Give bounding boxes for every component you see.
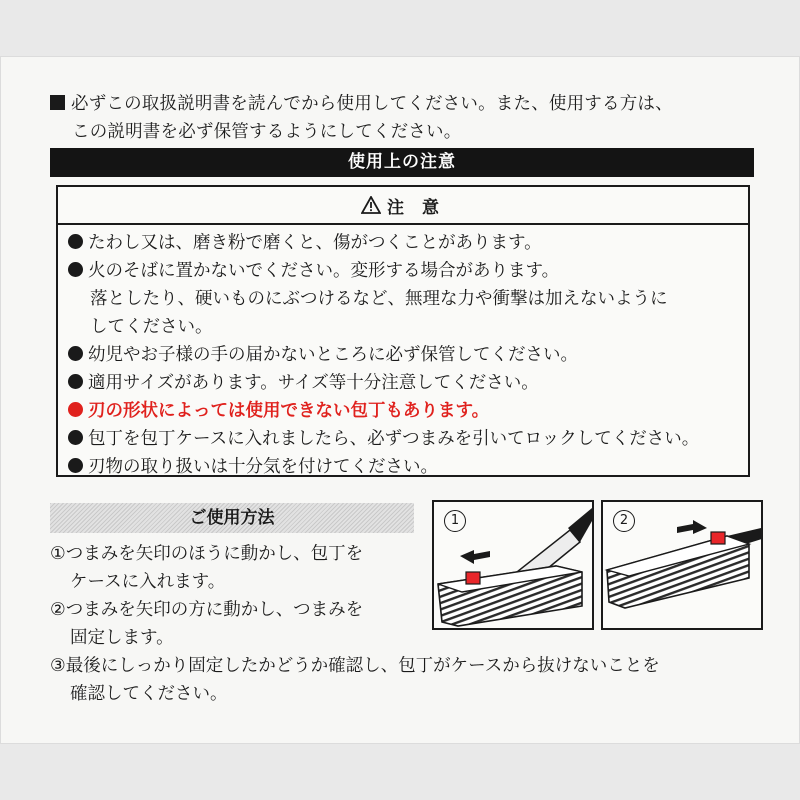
step-1: ①つまみを矢印のほうに動かし、包丁を bbox=[50, 544, 364, 564]
figure-step-1 bbox=[432, 500, 594, 630]
intro-text: 必ずこの取扱説明書を読んでから使用してください。また、使用する方は、 この説明書を必ず保管するようにしてください。 bbox=[50, 90, 770, 146]
bullet-icon bbox=[68, 430, 83, 445]
bullet-icon bbox=[68, 402, 83, 417]
bullet-icon bbox=[68, 374, 83, 389]
figure-number: 1 bbox=[444, 510, 466, 532]
step-3-continuation: 確認してください。 bbox=[70, 684, 228, 704]
bullet-icon bbox=[68, 234, 83, 249]
step-2: ②つまみを矢印の方に動かし、つまみを bbox=[50, 600, 364, 620]
figure-number: 2 bbox=[613, 510, 635, 532]
step-1-continuation: ケースに入れます。 bbox=[70, 572, 226, 592]
caution-item-continuation: してください。 bbox=[90, 317, 213, 337]
square-bullet-icon bbox=[50, 95, 65, 110]
caution-item: 適用サイズがあります。サイズ等十分注意してください。 bbox=[68, 369, 748, 397]
bullet-icon bbox=[68, 262, 83, 277]
section-banner: 使用上の注意 bbox=[50, 148, 754, 177]
caution-item: たわし又は、磨き粉で磨くと、傷がつくことがあります。 bbox=[68, 229, 748, 257]
figure-step-2 bbox=[601, 500, 763, 630]
usage-title: ご使用方法 bbox=[50, 503, 414, 533]
step-3: ③最後にしっかり固定したかどうか確認し、包丁がケースから抜けないことを bbox=[50, 656, 660, 676]
warning-triangle-icon bbox=[361, 196, 381, 214]
step-2-continuation: 固定します。 bbox=[70, 628, 174, 648]
caution-header: 注 意 bbox=[58, 187, 748, 225]
caution-item-continuation: 落としたり、硬いものにぶつけるなど、無理な力や衝撃は加えないように bbox=[90, 289, 668, 309]
caution-item: 刃物の取り扱いは十分気を付けてください。 bbox=[68, 453, 748, 481]
caution-item: 包丁を包丁ケースに入れましたら、必ずつまみを引いてロックしてください。 bbox=[68, 425, 748, 453]
caution-item: 火のそばに置かないでください。変形する場合があります。 bbox=[68, 257, 748, 285]
bullet-icon bbox=[68, 346, 83, 361]
caution-item-highlight: 刃の形状によっては使用できない包丁もあります。 bbox=[68, 397, 748, 425]
caution-box bbox=[56, 185, 750, 477]
bullet-icon bbox=[68, 458, 83, 473]
caution-item: 幼児やお子様の手の届かないところに必ず保管してください。 bbox=[68, 341, 748, 369]
